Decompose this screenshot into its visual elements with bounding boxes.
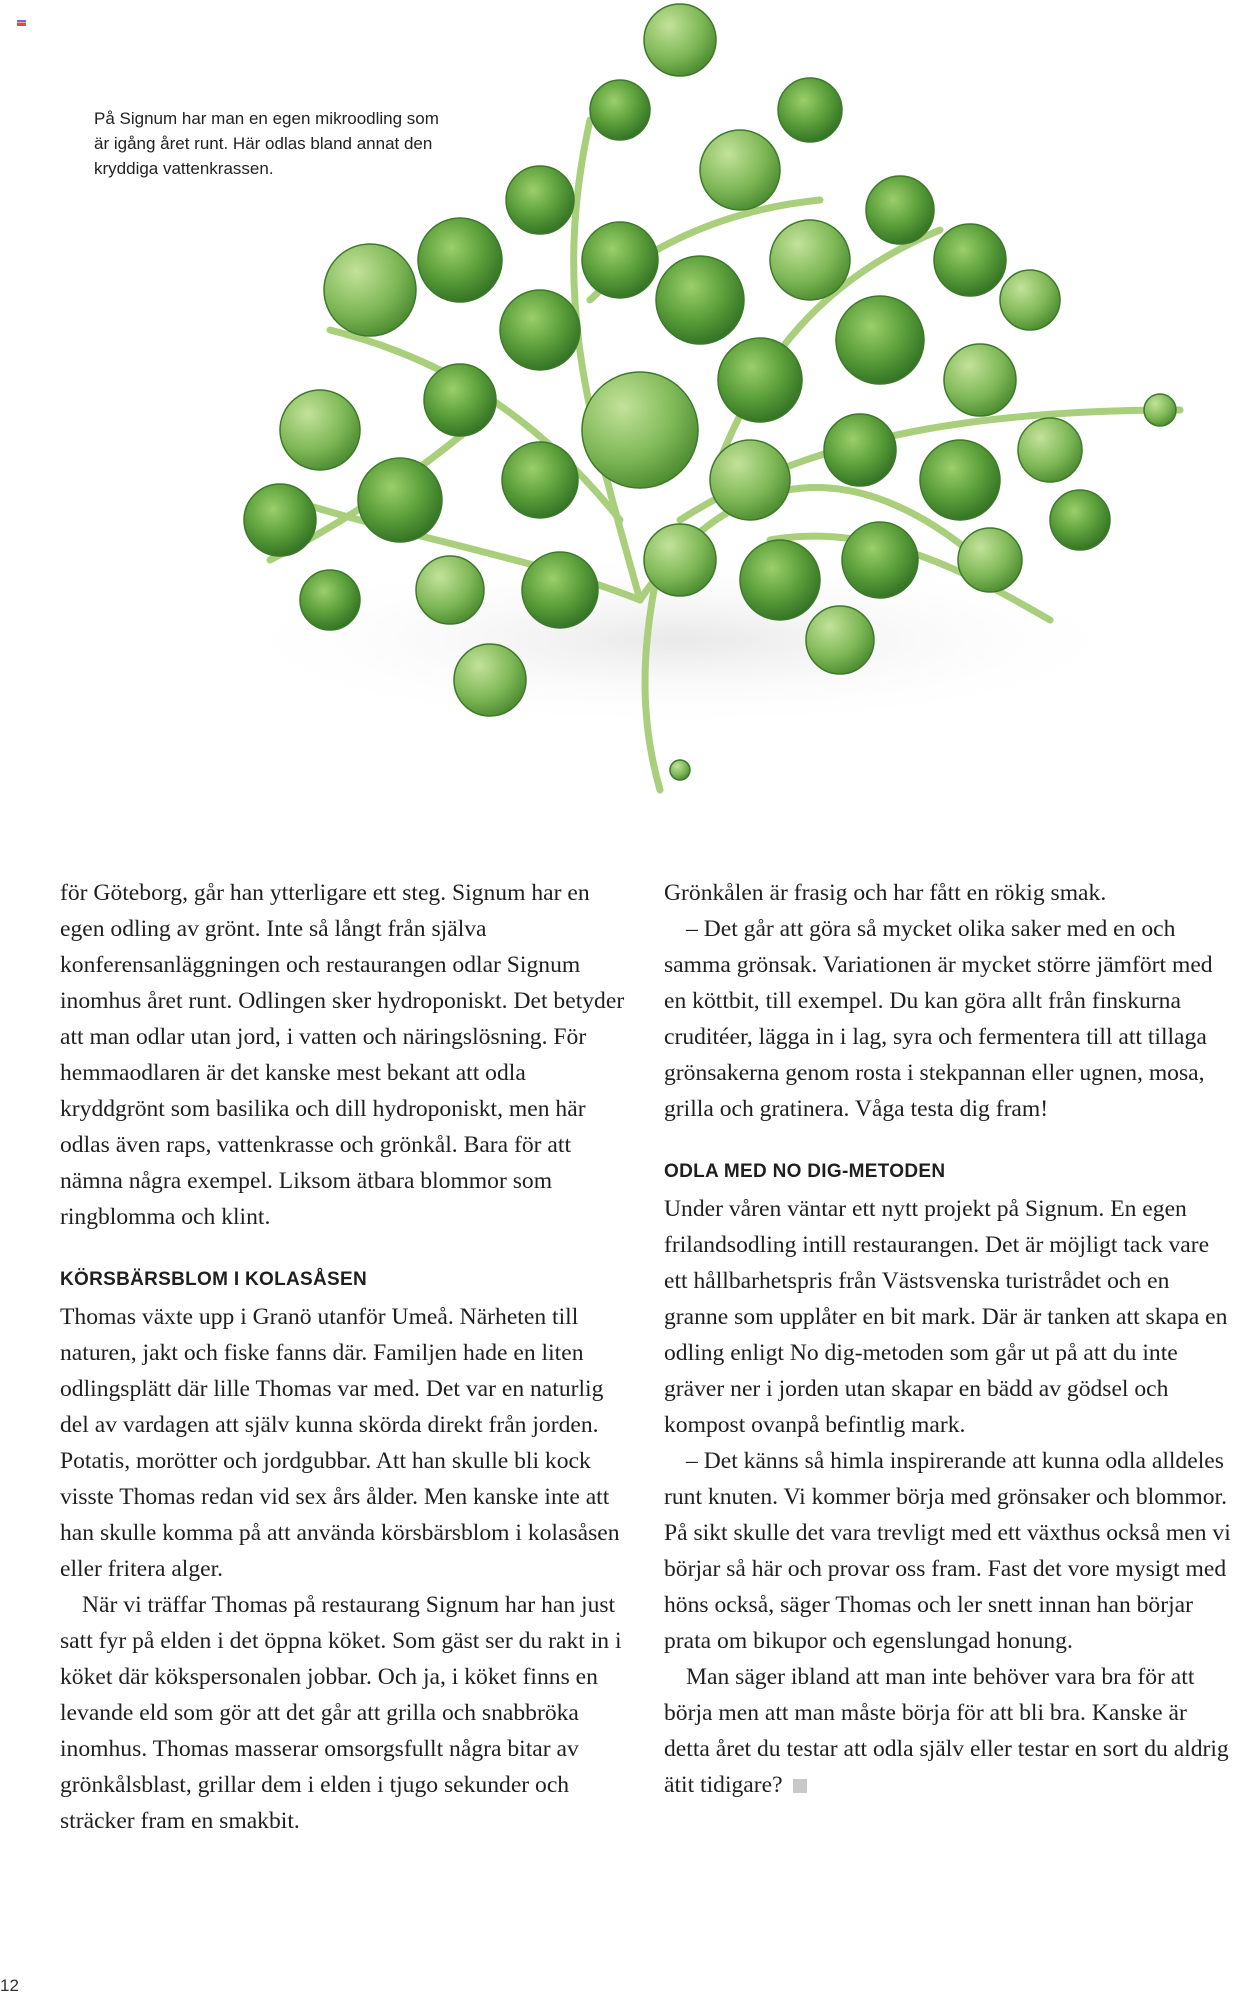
paragraph: När vi träffar Thomas på restaurang Signum har han just satt fyr på elden i det öppna köket. Som gäst ser du rakt in i köket där kökspersonalen jobbar. Och ja, i köket finns en levande eld som gör att det går att grilla och snabbröka inomhus. Thomas masserar omsorgsfullt några bitar av grönkålsblast, grillar dem i elden i tjugo sekunder och sträcker fram en smakbit.: [60, 1592, 622, 1834]
paragraph: för Göteborg, går han ytterligare ett steg. Signum har en egen odling av grönt. Inte så långt från själva konferensanläggningen och restaurangen odlar Signum inomhus året runt. Odlingen sker hydroponiskt. Det betyder att man odlar utan jord, i vatten och näringslösning. För hemmaodlaren är det kanske mest bekant att odla kryddgrönt som basilika och dill hydroponiskt, men här odlas även raps, vattenkrasse och grönkål. Bara för att nämna några exempel. Liksom ätbara blommor som ringblomma och klint.: [60, 880, 625, 1230]
page-number: 12: [0, 1976, 19, 1995]
paragraph: [664, 1659, 1236, 1803]
flag-icon: [17, 20, 26, 26]
photo-caption: På Signum har man en egen mikroodling som är igång året runt. Här odlas bland annat den kryddiga vattenkrassen.: [94, 109, 439, 178]
paragraph: – Det går att göra så mycket olika saker med en och samma grönsak. Variationen är mycket större jämfört med en köttbit, till exempel. Du kan göra allt från finskurna cruditéer, lägga in i lag, syra och fermentera till att tillaga grönsakerna genom rosta i stekpannan eller ugnen, mosa, grilla och gratinera. Våga testa dig fram!: [664, 916, 1213, 1122]
paragraph-text: Man säger ibland att man inte behöver vara bra för att börja men att man måste börja för att bli bra. Kanske är detta året du testar att odla själv eller testar en sort du aldrig ätit tidigare?: [664, 1664, 1229, 1798]
section-heading: KÖRSBÄRSBLOM I KOLASÅSEN: [60, 1269, 367, 1290]
paragraph: Under våren väntar ett nytt projekt på Signum. En egen frilandsodling intill restaurangen. Det är möjligt tack vare ett hållbarhetspris från Västsvenska turistrådet och en granne som upplåter en bit mark. Där är tanken att skapa en odling enligt No dig-metoden som går ut på att du inte gräver ner i jorden utan skapar en bädd av gödsel och kompost ovanpå befintlig mark.: [664, 1196, 1228, 1438]
paragraph: Thomas växte upp i Granö utanför Umeå. Närheten till naturen, jakt och fiske fanns där. Familjen hade en liten odlingsplätt där lille Thomas var med. Det var en naturlig del av vardagen att själv kunna skörda direkt från jorden. Potatis, morötter och jordgubbar. Att han skulle bli kock visste Thomas redan vid sex års ålder. Men kanske inte att han skulle komma på att använda körsbärsblom i kolasåsen eller fritera alger.: [60, 1304, 620, 1582]
right-column: [664, 875, 1236, 1803]
paragraph: Grönkålen är frasig och har fått en rökig smak.: [664, 880, 1107, 906]
left-column: [60, 875, 632, 1839]
section-heading: ODLA MED NO DIG-METODEN: [664, 1161, 946, 1182]
watercress-photo: [120, 0, 1240, 820]
end-mark-icon: [793, 1779, 807, 1793]
paragraph: – Det känns så himla inspirerande att kunna odla alldeles runt knuten. Vi kommer börja med grönsaker och blommor. På sikt skulle det vara trevligt med ett växthus också men vi börjar så här och provar oss fram. Fast det vore mysigt med höns också, säger Thomas och ler snett innan han börjar prata om bikupor och egenslungad honung.: [664, 1448, 1231, 1654]
